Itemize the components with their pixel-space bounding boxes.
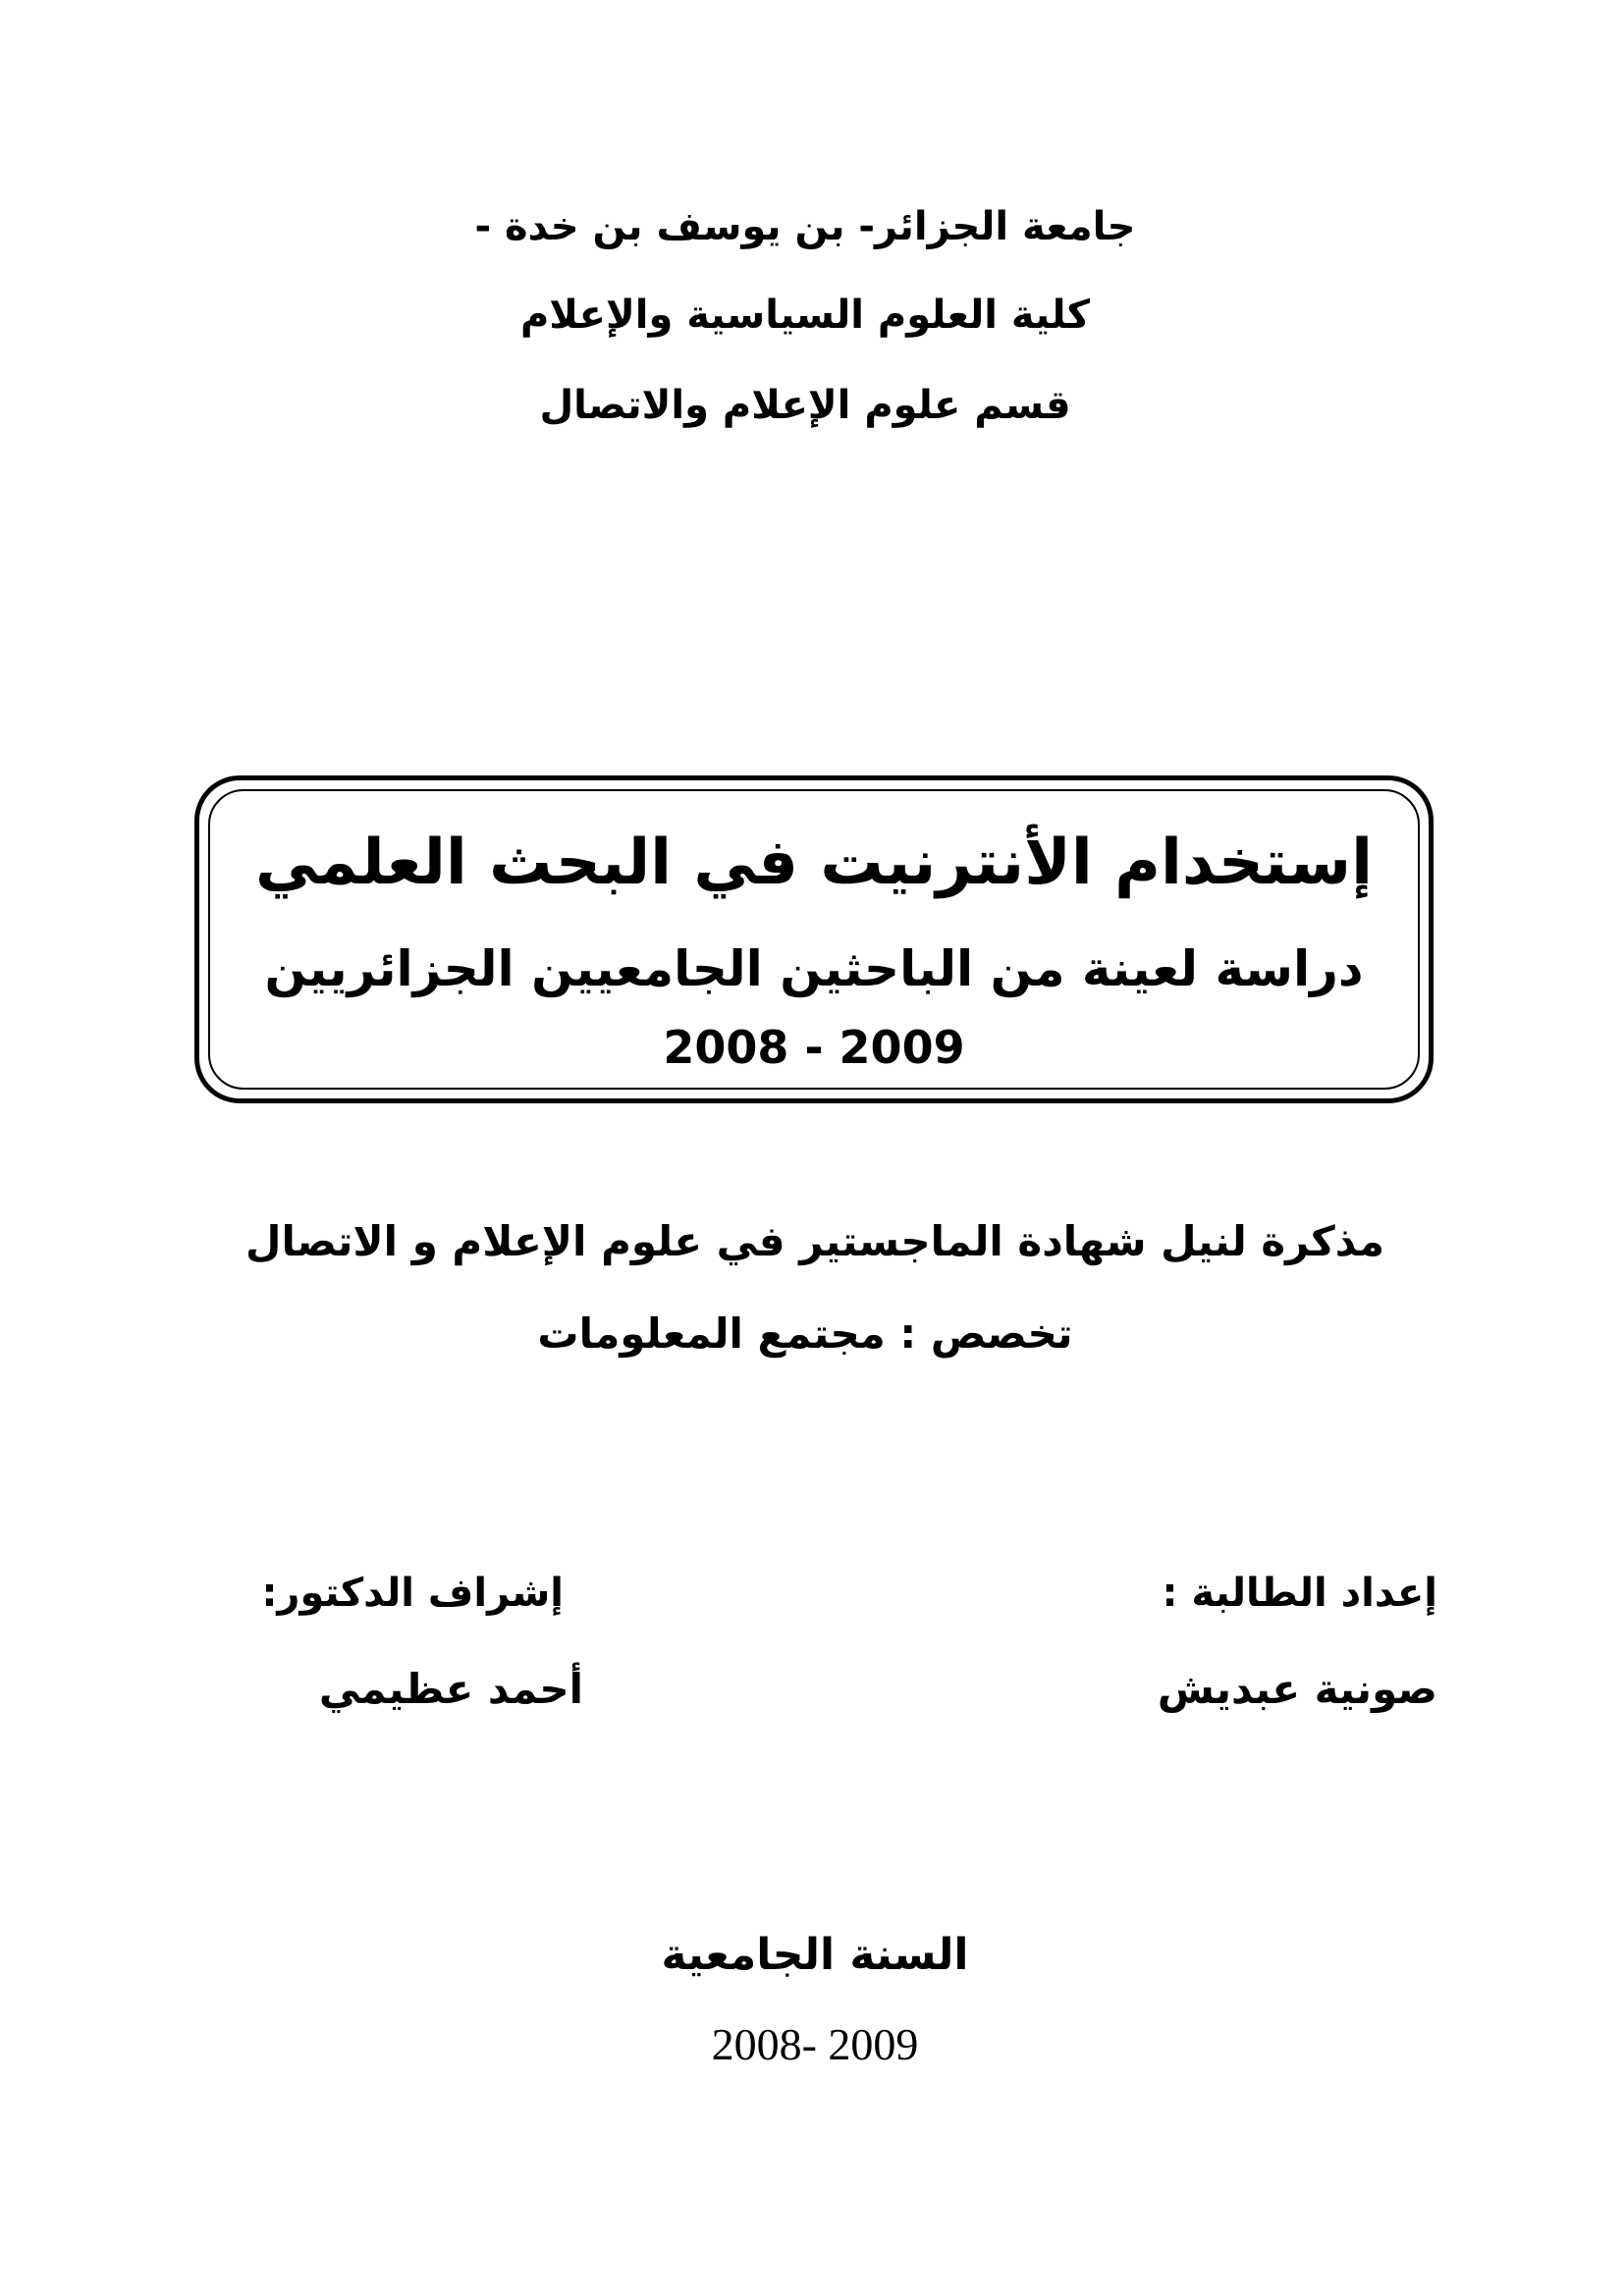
supervisor-label: إشراف الدكتور: xyxy=(261,1571,564,1616)
specialty-statement: تخصص : مجتمع المعلومات xyxy=(537,1309,1073,1358)
title-years: 2008 - 2009 xyxy=(663,1021,965,1074)
supervisor-name: أحمد عظيمي xyxy=(318,1665,583,1713)
academic-year-value: 2008- 2009 xyxy=(711,2019,919,2069)
university-name: جامعة الجزائر- بن يوسف بن خدة - xyxy=(474,204,1136,249)
degree-statement: مذكرة لنيل شهادة الماجستير في علوم الإعلام و الاتصال xyxy=(245,1217,1384,1265)
thesis-subtitle: دراسة لعينة من الباحثين الجامعيين الجزائريين xyxy=(264,940,1364,997)
academic-year-label: السنة الجامعية xyxy=(661,1930,969,1980)
department-name: قسم علوم الإعلام والاتصال xyxy=(539,383,1071,428)
student-label: إعداد الطالبة : xyxy=(1162,1571,1437,1616)
student-name: صونية عبديش xyxy=(1157,1665,1437,1713)
thesis-title: إستخدام الأنترنيت في البحث العلمي xyxy=(254,827,1374,899)
faculty-name: كلية العلوم السياسية والإعلام xyxy=(519,293,1091,338)
